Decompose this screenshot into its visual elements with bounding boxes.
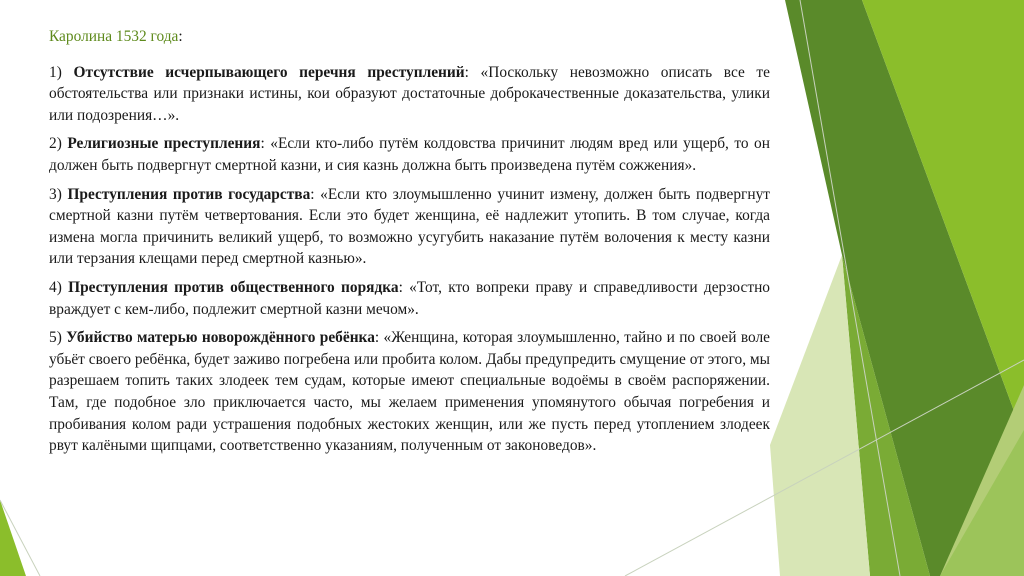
item-4-number: 4) (49, 278, 62, 296)
item-2-title: Религиозные преступления (67, 135, 261, 153)
item-1 (49, 62, 770, 127)
item-5 (49, 327, 770, 457)
item-1-number: 1) (49, 63, 62, 81)
item-2-number: 2) (49, 135, 62, 153)
slide-content (49, 26, 770, 464)
heading-text: Каролина 1532 года (49, 28, 179, 45)
item-2 (49, 133, 770, 176)
item-3-title: Преступления против государства (67, 185, 311, 203)
item-4-text: : «Тот, кто вопреки праву и справедливости дерзостно враждует с кем-либо, подлежит смертной казни мечом». (49, 278, 771, 318)
item-1-title: Отсутствие исчерпывающего перечня преступлений (73, 63, 465, 81)
left-corner-facet (0, 500, 26, 576)
item-3 (49, 184, 770, 270)
item-5-number: 5) (49, 329, 62, 347)
heading-colon: : (178, 28, 183, 45)
item-1-text: : «Поскольку невозможно описать все те обстоятельства или признаки истины, кои образуют достаточные доброкачественные доказательства, улики или подозрения…». (49, 63, 770, 124)
item-3-number: 3) (49, 185, 62, 203)
item-5-text: : «Женщина, которая злоумышленно, тайно и по своей воле убьёт своего ребёнка, будет заживо погребена или пробита колом. Дабы предупредить смущение от этого, мы разрешаем топить таких злодеек тем судам, которые имеют специальные водоёмы в своём распоряжении. Там, где подобное зло приключается часто, мы желаем применения упомянутого обычая погребения и пробивания колом ради устрашения подобных жестоких женщин, или же пусть перед утоплением злодеек рвут калёными щипцами, соответственно указаниям, полученным от законоведов». (49, 329, 770, 455)
item-3-text: : «Если кто злоумышленно учинит измену, должен быть подвергнут смертной казни путём четвертования. Если это будет женщина, её надлежит утопить. В том случае, когда измена могла причинить великий ущерб, то возможно усугубить наказание путём волочения к месту казни или терзания клещами перед смертной казнью». (49, 185, 770, 268)
item-4-title: Преступления против общественного порядка (68, 278, 399, 296)
item-4 (49, 277, 770, 320)
slide-heading (49, 26, 770, 48)
item-5-title: Убийство матерью новорождённого ребёнка (66, 329, 375, 347)
item-2-text: : «Если кто-либо путём колдовства причинит людям вред или ущерб, то он должен быть подвергнут смертной казни, и сия казнь должна быть произведена путём сожжения». (49, 135, 770, 174)
